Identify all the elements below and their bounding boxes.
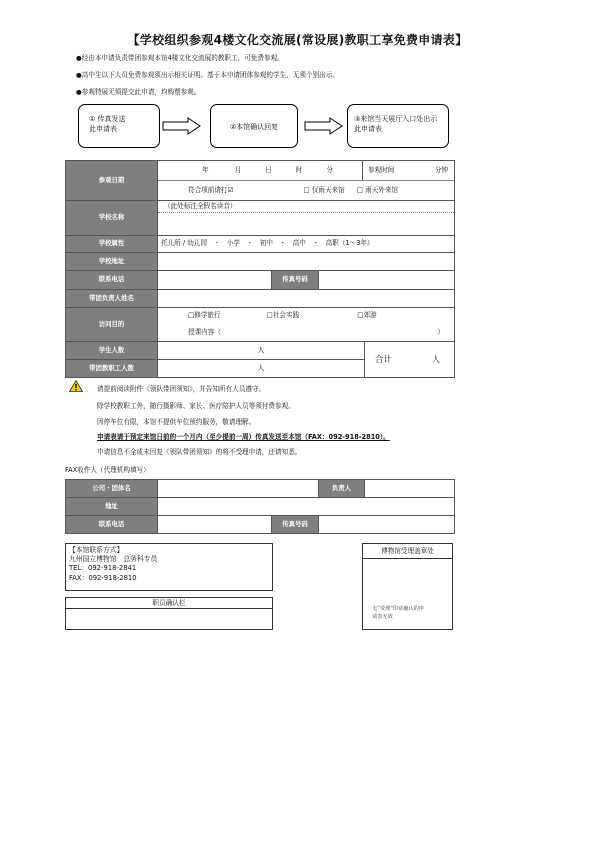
- staff-confirm-box[interactable]: [65, 597, 273, 630]
- fax-sender-form: [65, 479, 455, 534]
- applicable-note: 符合项前请打☑: [188, 185, 234, 194]
- fax-field[interactable]: [319, 271, 455, 290]
- row-agency-phone: [66, 516, 455, 534]
- school-address-field[interactable]: [158, 253, 455, 271]
- staff-confirm-heading: 职员确认栏: [66, 598, 272, 609]
- stamp-box[interactable]: [362, 543, 453, 630]
- agency-fax-label: 传真号码: [272, 516, 319, 534]
- date-hour: 时: [295, 165, 303, 174]
- flow-step-1: [78, 104, 160, 148]
- visit-time-unit: 分钟: [434, 165, 448, 174]
- school-name-label: 学校名称: [66, 201, 158, 236]
- row-company: [66, 480, 455, 498]
- leader-label: 带团负责人姓名: [66, 290, 158, 308]
- total-unit: 人: [432, 354, 440, 364]
- date-month: 月: [234, 165, 242, 174]
- rain-only-checkbox[interactable]: □ 仅雨天来馆: [303, 185, 345, 194]
- contact-fax: FAX：092-918-2810: [69, 573, 137, 582]
- flow-step-1-line2: 此申请表: [89, 125, 117, 134]
- warning-icon: [69, 380, 83, 392]
- purpose-class-end: ）: [437, 327, 444, 336]
- flow-step-3-line1: ③来馆当天展厅入口处出示: [354, 115, 438, 123]
- school-address-label: 学校地址: [66, 253, 158, 271]
- students-label: 学生人数: [66, 342, 158, 360]
- row-school-name: [66, 201, 455, 236]
- flow-step-2-label: ②本馆确认回复: [229, 123, 279, 131]
- date-year: 年: [202, 165, 209, 174]
- agency-phone-field[interactable]: [158, 516, 272, 534]
- arrow-right-icon: [304, 117, 344, 135]
- note-parking: 因停车位有限，本馆不提供车位预约服务，敬请理解。: [97, 418, 256, 426]
- students-unit: 人: [257, 345, 265, 354]
- company-label: 公司・团体名: [66, 480, 158, 498]
- agency-fax-field[interactable]: [319, 516, 455, 534]
- leader-field[interactable]: [158, 290, 455, 308]
- rain-out-checkbox[interactable]: □ 雨天外来馆: [356, 185, 399, 194]
- bullet-student-proof: ●高中生以下人员免费参观须出示相关证明。基于本申请团体参观的学生，无须个别出示。: [76, 71, 339, 79]
- row-leader: [66, 290, 455, 308]
- date-minute: 分: [326, 165, 333, 174]
- fax-label: 传真号码: [272, 271, 319, 290]
- staff-field[interactable]: [158, 360, 365, 378]
- row-visit-date: [66, 161, 455, 201]
- bullet-free-visit: ●经由本申请负责带团参观本馆4楼文化交流展的教职工，可免费参观。: [76, 54, 284, 62]
- row-school-address: [66, 253, 455, 271]
- stamp-note-line2: 请表无效: [372, 613, 393, 620]
- note-fax-deadline: 申请表请于预定来馆日前的一个月内（至少提前一周）传真发送至本馆（FAX：092-918-2810）。: [97, 433, 390, 441]
- manager-label: 负责人: [319, 480, 365, 498]
- total-label: 合计: [375, 354, 392, 365]
- total-cell[interactable]: [365, 342, 455, 378]
- note-incomplete: 申请信息不全或未回复《领队带团须知》的将不受理申请，还请知悉。: [97, 448, 302, 456]
- agency-phone-label: 联系电话: [66, 516, 158, 534]
- school-name-cell[interactable]: [158, 201, 455, 236]
- stamp-note-line1: 无“受理”印章确认的申: [372, 606, 424, 612]
- purpose-social-checkbox[interactable]: □社会实践: [266, 311, 300, 320]
- visit-time-label: 参观时间: [368, 165, 395, 174]
- agency-address-label: 地址: [66, 498, 158, 516]
- visit-date-cell[interactable]: [158, 161, 455, 201]
- note-paid-visitors: 除学校教职工外，随行摄影师、家长、医疗陪护人员等须付费参观。: [97, 402, 295, 410]
- flow-step-2: [210, 104, 298, 148]
- museum-contact-box: [65, 543, 273, 591]
- visit-date-label: 参观日期: [66, 161, 158, 201]
- date-day: 日: [265, 165, 272, 174]
- students-field[interactable]: [158, 342, 365, 360]
- stamp-heading: 博物馆受理盖章处: [363, 544, 452, 559]
- contact-org: 九州国立博物馆 总务科专员: [69, 555, 158, 564]
- arrow-right-icon: [162, 117, 202, 135]
- purpose-label: 访问目的: [66, 308, 158, 342]
- flow-step-3-line2: 此申请表: [354, 125, 382, 134]
- school-name-note: （此处标注全假名读音）: [164, 201, 237, 210]
- purpose-cell[interactable]: [158, 308, 455, 342]
- purpose-trip-checkbox[interactable]: □修学旅行: [188, 311, 221, 320]
- application-form: [65, 160, 455, 378]
- note-read-guide: 请提前阅读附件《领队带团须知》，并告知所有人员遵守。: [97, 385, 266, 393]
- row-phone-fax: [66, 271, 455, 290]
- purpose-outing-checkbox[interactable]: □郊游: [357, 311, 377, 320]
- phone-label: 联系电话: [66, 271, 158, 290]
- staff-unit: 人: [257, 363, 265, 372]
- contact-tel: TEL：092-918-2841: [69, 564, 137, 573]
- purpose-class-label: 授课内容（: [188, 327, 221, 336]
- manager-field[interactable]: [365, 480, 455, 498]
- flow-step-3: [347, 104, 449, 148]
- company-field[interactable]: [158, 480, 319, 498]
- staff-label: 带团教职工人数: [66, 360, 158, 378]
- flow-step-1-line1: ① 传真发送: [89, 115, 126, 123]
- agency-address-field[interactable]: [158, 498, 455, 516]
- page-title: 【学校组织参观4楼文化交流展(常设展)教职工享免费申请表】: [127, 33, 468, 47]
- school-type-options[interactable]: 托儿所 / 幼儿园 ・ 小学 ・ 初中 ・ 高中 ・ 高职（1～3年）: [158, 236, 455, 253]
- phone-field[interactable]: [158, 271, 272, 290]
- row-school-type: [66, 236, 455, 253]
- row-purpose: [66, 308, 455, 342]
- school-type-label: 学校属性: [66, 236, 158, 253]
- contact-heading: 【本馆联系方式】: [69, 546, 124, 554]
- fax-sender-heading: FAX收件人（代理机构填写）: [65, 466, 150, 474]
- row-agency-address: [66, 498, 455, 516]
- bullet-special-exhibit: ●参观特展无须提交此申请，均购票参观。: [76, 88, 201, 96]
- row-students: [66, 342, 455, 360]
